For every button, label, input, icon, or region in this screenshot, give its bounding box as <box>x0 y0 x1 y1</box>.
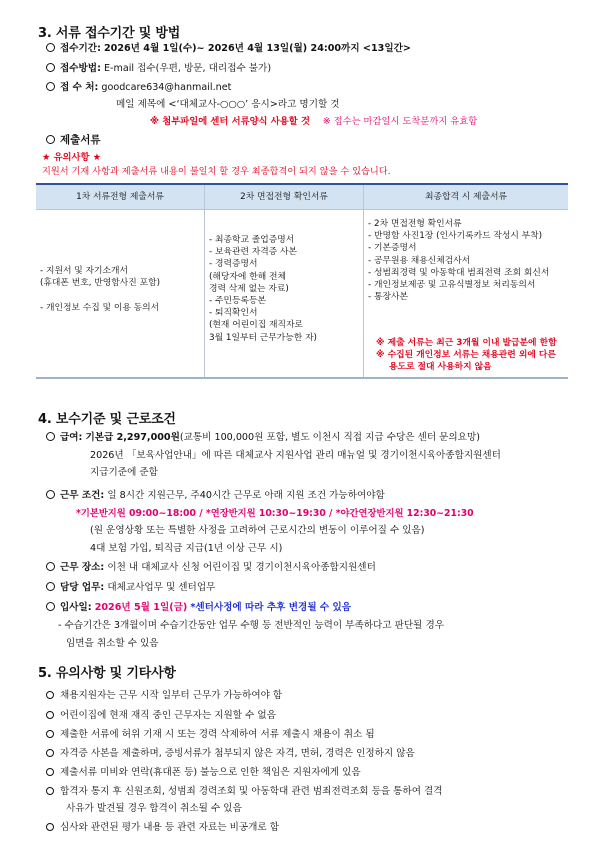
list-item <box>40 290 202 302</box>
list-item: - 최종학교 졸업증명서 <box>209 235 295 245</box>
list-item: (휴대폰 번호, 반영함사진 포함) <box>40 278 161 289</box>
list-item: - 기본증명서 <box>368 243 417 254</box>
start-row <box>46 602 351 614</box>
duty-row <box>46 582 215 594</box>
table-header: 2차 면접전형 확인서류 <box>205 184 364 210</box>
notice-item <box>46 690 282 702</box>
place-row <box>46 82 231 94</box>
section-3-heading: 3. 서류 접수기간 및 방법 <box>38 26 181 41</box>
section-4-heading: 4. 보수기준 및 근로조건 <box>38 412 176 427</box>
notice-item <box>46 748 415 760</box>
conditions-value: 일 8시간 지원근무, 주40시간 근무로 아래 지원 조건 가능하여야함 <box>107 490 385 501</box>
table-header: 최종합격 시 제출서류 <box>364 184 569 210</box>
place-email-link[interactable]: goodcare634@hanmail.net <box>101 82 232 93</box>
method-value: E-mail 접수(우편, 방문, 대리접수 불가) <box>103 63 272 74</box>
notice-text: 제출서류 미비와 연락(휴대폰 등) 불능으로 인한 책임은 지원자에게 있음 <box>60 767 361 778</box>
section-5-heading: 5. 유의사항 및 기타사항 <box>38 666 176 681</box>
docs-label: 제출서류 <box>60 134 101 146</box>
warning-text: 용도로 절대 사용하지 않음 <box>389 362 492 373</box>
notice-item-continuation: 사유가 발견될 경우 합격이 취소될 수 있음 <box>66 803 242 814</box>
pay-row <box>46 432 480 444</box>
final-warnings <box>376 338 566 375</box>
form-note: ※ 첨부파일에 센터 서류양식 사용할 것 <box>150 116 310 127</box>
shift-note: (원 운영상황 또는 특별한 사정을 고려하여 근로시간의 변동이 이루어질 수 있음) <box>90 525 425 536</box>
list-item: - 지원서 및 자기소개서 <box>40 266 129 276</box>
shifts: *기본반지원 09:00~18:00 / *연장반지원 10:30~19:30 / *야간연장반지원 12:30~21:30 <box>76 508 474 519</box>
circle-bullet-icon <box>46 562 55 571</box>
circle-bullet-icon <box>46 490 55 499</box>
deadline-note: ※ 접수는 마감일시 도착분까지 유효함 <box>322 116 478 127</box>
notice-item <box>46 822 279 834</box>
required-documents-table <box>36 183 568 379</box>
period-value: 2026년 4월 1일(수)~ 2026년 4월 13일(월) 24:00까지 <13일간> <box>103 43 411 54</box>
final-list <box>368 219 566 304</box>
conditions-label: 근무 조건: <box>60 490 105 501</box>
notice-item <box>46 786 443 798</box>
duty-value: 대체교사업무 및 센터업무 <box>107 582 216 593</box>
stage2-list <box>209 235 361 345</box>
list-item: 3월 1일부터 근무가능한 자) <box>209 332 317 343</box>
list-item: - 개인정보제공 및 고유식별정보 처리동의서 <box>368 279 536 290</box>
list-item: - 성범죄경력 및 아동학대 범죄전력 조회 회신서 <box>368 267 550 278</box>
list-item: - 통장사본 <box>368 292 408 303</box>
pay-label: 급여: <box>60 432 83 443</box>
probation-line-1: - 수습기간은 3개월이며 수습기간동안 업무 수행 등 전반적인 능력이 부족하다고 판단될 경우 <box>58 620 445 631</box>
circle-bullet-icon <box>46 43 55 52</box>
warning-text: ※ 수집된 개인정보 서류는 채용관련 외에 다른 <box>376 350 556 361</box>
table-cell-stage2 <box>205 210 364 379</box>
notice-text: 자격증 사본을 제출하며, 증빙서류가 첨부되지 않은 자격, 면허, 경력은 인정하지 않음 <box>60 748 415 759</box>
list-item: - 공무원용 채용신체검사서 <box>368 255 471 266</box>
list-item: (현재 어린이집 재직자로 <box>209 320 304 331</box>
pay-base: 기본급 2,297,000원 <box>85 432 180 443</box>
circle-bullet-icon <box>46 582 55 591</box>
notice-text: 합격자 통지 후 신원조회, 성범죄 경력조회 및 아동학대 관련 범죄전력조회 등을 통하여 결격 <box>60 786 443 797</box>
circle-bullet-icon <box>46 749 54 757</box>
circle-bullet-icon <box>46 768 54 776</box>
list-item: - 보육관련 자격증 사본 <box>209 247 298 258</box>
pay-rest: (교통비 100,000원 포함, 별도 이천시 직접 지급 수당은 센터 문의요망) <box>179 432 480 443</box>
circle-bullet-icon <box>46 787 54 795</box>
circle-bullet-icon <box>46 823 54 831</box>
start-label: 입사일: <box>60 602 92 613</box>
start-date: 2026년 5월 1일(금) <box>94 602 188 613</box>
list-item: - 2차 면접전형 확인서류 <box>368 219 462 229</box>
notice-item <box>46 729 375 741</box>
method-label: 접수방법: <box>60 63 101 74</box>
duty-label: 담당 업무: <box>60 582 105 593</box>
circle-bullet-icon <box>46 63 55 72</box>
circle-bullet-icon <box>46 730 54 738</box>
circle-bullet-icon <box>46 432 55 441</box>
pay-line-3: 지급기준에 준함 <box>90 467 158 478</box>
table-cell-final <box>364 210 569 379</box>
list-item: - 주민등록등본 <box>209 295 266 306</box>
attachment-note-row <box>150 116 477 127</box>
insurance: 4대 보험 가입, 퇴직금 지급(1년 이상 근무 시) <box>90 543 283 554</box>
docs-row <box>46 134 101 147</box>
work-place-value: 이천 내 대체교사 신청 어린이집 및 경기이천시육아종합지원센터 <box>107 562 376 573</box>
caution-text: 지원서 기재 사항과 제출서류 내용이 불일치 할 경우 최종합격이 되지 않을 수 있습니다. <box>42 166 391 177</box>
notice-text: 어린이집에 현재 재직 중인 근무자는 지원할 수 없음 <box>60 710 276 721</box>
notice-item <box>46 710 276 722</box>
caution-title: ★ 유의사항 ★ <box>42 152 102 163</box>
work-place-label: 근무 장소: <box>60 562 105 573</box>
list-item: (해당자에 한해 전체 <box>209 271 287 282</box>
period-row <box>46 43 411 55</box>
circle-bullet-icon <box>46 691 54 699</box>
period-label: 접수기간: <box>60 43 101 54</box>
list-item: 경력 삭제 없는 자료) <box>209 283 289 294</box>
list-item: - 개인정보 수집 및 이용 동의서 <box>40 302 160 313</box>
probation-line-2: 임면을 취소할 수 있음 <box>66 638 159 649</box>
notice-text: 제출한 서류에 허위 기재 시 또는 경력 삭제하여 서류 제출시 채용이 취소 됨 <box>60 729 375 740</box>
list-item: - 퇴직확인서 <box>209 308 258 319</box>
table-header: 1차 서류전형 제출서류 <box>36 184 205 210</box>
circle-bullet-icon <box>46 82 55 91</box>
subject-note: 메일 제목에 <‘대체교사-○○○’ 응시>라고 명기할 것 <box>116 99 340 110</box>
notice-text: 심사와 관련된 평가 내용 등 관련 자료는 비공개로 함 <box>60 822 280 833</box>
method-row <box>46 63 271 75</box>
stage1-list <box>40 266 202 315</box>
circle-bullet-icon <box>46 135 55 144</box>
pay-line-2: 2026년 「보육사업안내」에 따른 대체교사 지원사업 관리 매뉴얼 및 경기이천시육아종합지원센터 <box>90 450 501 461</box>
circle-bullet-icon <box>46 602 55 611</box>
place-label: 접 수 처: <box>60 82 99 93</box>
conditions-row <box>46 490 385 502</box>
notice-item <box>46 767 361 779</box>
table-cell-stage1 <box>36 210 205 379</box>
start-note: *센터사정에 따라 추후 변경될 수 있음 <box>190 602 352 613</box>
warning-text: ※ 제출 서류는 최근 3개월 이내 발급분에 한함 <box>376 338 557 348</box>
notice-text: 채용지원자는 근무 시작 일부터 근무가 가능하여야 함 <box>60 690 283 701</box>
list-item: - 경력증명서 <box>209 259 258 270</box>
circle-bullet-icon <box>46 711 54 719</box>
list-item: - 반명함 사진1장 (인사기록카드 작성시 부착) <box>368 231 543 242</box>
work-place-row <box>46 562 376 574</box>
